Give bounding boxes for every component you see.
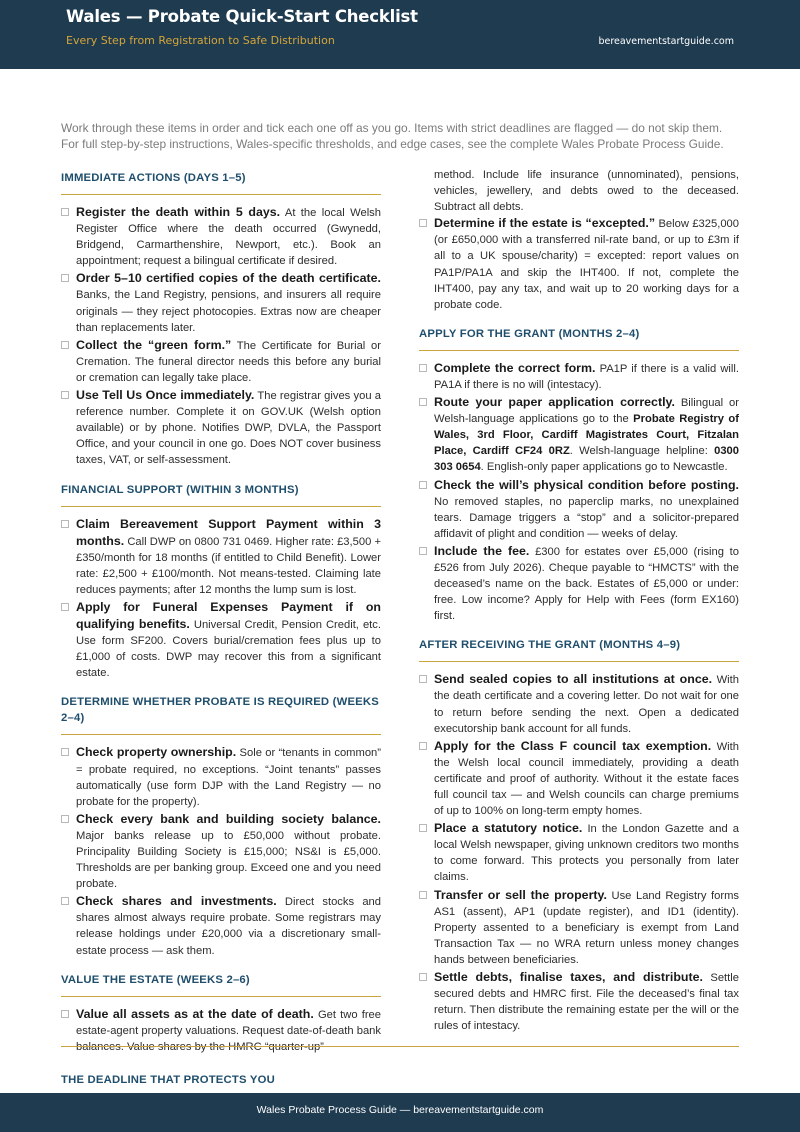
checklist-item (61, 893, 381, 958)
checklist-item (61, 516, 381, 598)
section-title-determine: DETERMINE WHETHER PROBATE IS REQUIRED (WEEKS 2–4) (61, 691, 381, 735)
item-text: Universal Credit, Pension Credit, etc. Use form SF200. Covers burial/cremation fees plus up to £1,000 of costs. DWP may recover this from a significant estate. (76, 619, 381, 680)
item-lead: Check property ownership. (76, 745, 237, 760)
item-text: At the local Welsh Register Office where the death occurred (Gwynedd, Bridgend, Carmarthenshire, Newport, etc.). Book an appointment; request a bilingual certificate if desired. (76, 207, 381, 268)
checklist-item (419, 738, 739, 819)
item-continuation: method. Include life insurance (unnominated), pensions, vehicles, jewellery, and debts owed to the deceased. Subtract all debts. (434, 169, 739, 214)
checkbox[interactable] (419, 824, 427, 832)
checkbox[interactable] (419, 481, 427, 489)
left-column (61, 167, 381, 1056)
checklist-item (419, 887, 739, 968)
section-title-apply: APPLY FOR THE GRANT (MONTHS 2–4) (419, 323, 739, 351)
item-text: The registrar gives you a reference number. Complete it on GOV.UK (Welsh option available) or by phone. Notifies DWP, DVLA, the Passport Office, and your council in one go. Does NOT cover business taxes, VAT, or self-assessment. (76, 390, 381, 467)
checkbox[interactable] (419, 364, 427, 372)
item-lead: Settle debts, finalise taxes, and distribute. (434, 970, 703, 985)
checklist-item (61, 811, 381, 892)
section-title-value: VALUE THE ESTATE (WEEKS 2–6) (61, 969, 381, 997)
item-lead: Collect the “green form.” (76, 337, 232, 352)
item-lead: Value all assets as at the date of death. (76, 1006, 314, 1021)
item-text: No removed staples, no paperclip marks, no unexplained tears. Damage triggers a “stop” and a solicitor-prepared affidavit of plight and condition — weeks of delay. (434, 495, 739, 540)
checklist-item (61, 204, 381, 269)
checklist-item (61, 387, 381, 468)
item-text: Major banks release up to £50,000 without probate. Principality Building Society is £15,000; NS&I is £5,000. Thresholds are per banking group. Exceed one and you need probate. (76, 829, 381, 891)
item-text: . Welsh-language helpline: (569, 445, 715, 458)
checkbox[interactable] (61, 815, 69, 823)
item-text: With the Welsh local council immediately, providing a death certificate and proof of authority. Without it the estate faces full council tax — and Welsh councils can charge premiums of up to 100% on long-term empty homes. (434, 740, 739, 818)
item-text: Direct stocks and shares almost always require probate. Some registrars may release holdings under £20,000 via a discretionary small-estate process — ask them. (76, 896, 381, 957)
checklist-item (61, 270, 381, 335)
checkbox[interactable] (61, 748, 69, 756)
item-lead: Place a statutory notice. (434, 821, 583, 836)
site-name: bereavementstartguide.com (598, 36, 734, 47)
checkbox[interactable] (61, 897, 69, 905)
checkbox[interactable] (61, 603, 69, 611)
item-text: In the London Gazette and a local Welsh newspaper, giving unknown creditors two months to come forward. This protects you personally from later claims. (434, 823, 739, 884)
section-title-deadline: THE DEADLINE THAT PROTECTS YOU (61, 1074, 275, 1086)
item-lead: Use Tell Us Once immediately. (76, 388, 255, 403)
item-lead: Register the death within 5 days. (76, 205, 281, 219)
item-text: The Certificate for Burial or Cremation. The funeral director needs this before any burial or cremation can legally take place. (76, 339, 381, 384)
checkbox[interactable] (61, 391, 69, 399)
item-lead: Transfer or sell the property. (434, 887, 607, 902)
checklist-item (61, 337, 381, 386)
checkbox[interactable] (419, 675, 427, 683)
checkbox[interactable] (419, 547, 427, 555)
checklist-item (419, 477, 739, 542)
item-lead: Check shares and investments. (76, 894, 277, 909)
item-text: Below £325,000 (or £650,000 with a transferred nil-rate band, or up to £3m if all to a UK spouse/charity) = excepted: report values on PA1P/PA1A and skip the IHT400. If not, complete the IHT400, pay any tax, and wait up to 20 working days for a probate code. (434, 218, 739, 311)
item-text: Banks, the Land Registry, pensions, and insurers all require originals — they reject photocopies. Extras now are cheaper than replacements later. (76, 289, 381, 334)
item-text: Bilingual or Welsh-language applications go to the (434, 397, 739, 426)
checklist-item (61, 599, 381, 681)
checklist-item (61, 1006, 381, 1055)
checklist-item (419, 543, 739, 624)
checklist-item (419, 394, 739, 475)
item-text: Use Land Registry forms AS1 (assent), AP1 (update register), and ID1 (identity). Property assented to a beneficiary is exempt from Land Transaction Tax — no WRA return unless money changes hands between beneficiaries. (434, 889, 739, 966)
section-title-after: AFTER RECEIVING THE GRANT (MONTHS 4–9) (419, 634, 739, 662)
section-title-financial: FINANCIAL SUPPORT (WITHIN 3 MONTHS) (61, 479, 381, 507)
item-text: Sole or “tenants in common” = probate required, no exceptions. “Joint tenants” passes automatically (use form DJP with the Land Registry — no probate for the property). (76, 747, 381, 808)
item-lead: Claim Bereavement Support Payment within 3 months. (76, 516, 381, 548)
intro-text: Work through these items in order and tick each one off as you go. Items with strict deadlines are flagged — do not skip them. For full step-by-step instructions, Wales-specific thresholds, and edge cases, see the complete Wales Probate Process Guide. (61, 121, 724, 151)
checklist-item (419, 360, 739, 393)
item-lead: Complete the correct form. (434, 360, 596, 375)
checklist-item (419, 820, 739, 885)
item-text: PA1P if there is a valid will. PA1A if there is no will (intestacy). (434, 362, 739, 391)
right-column (419, 167, 739, 1035)
checkbox[interactable] (419, 891, 427, 899)
checkbox[interactable] (61, 208, 69, 216)
item-lead: Check every bank and building society balance. (76, 811, 381, 826)
checklist-item (419, 671, 739, 736)
page-title: Wales — Probate Quick-Start Checklist (66, 7, 418, 26)
checkbox[interactable] (61, 520, 69, 528)
item-lead: Send sealed copies to all institutions at once. (434, 672, 713, 687)
item-text: Settle secured debts and HMRC first. File the deceased’s final tax return. Then distribute the remaining estate per the will or the rules of intestacy. (434, 972, 739, 1033)
checkbox[interactable] (61, 274, 69, 282)
helpline-number: 0300 303 0654 (434, 445, 739, 474)
item-lead: Determine if the estate is “excepted.” (434, 216, 656, 231)
checkbox[interactable] (419, 742, 427, 750)
item-lead: Apply for the Class F council tax exemption. (434, 738, 712, 753)
page-footer: Wales Probate Process Guide — bereavementstartguide.com (0, 1093, 800, 1132)
item-lead: Apply for Funeral Expenses Payment if on qualifying benefits. (76, 599, 381, 632)
item-text: Call DWP on 0800 731 0469. Higher rate: £3,500 + £350/month for 18 months (if entitled to Child Benefit). Lower rate: £2,500 + £100/month. Not means-tested. Claiming late reduces payments; after 12 months the lump sum is lost. (76, 535, 381, 596)
checklist-item (419, 215, 739, 313)
checkbox[interactable] (419, 973, 427, 981)
page-header (0, 0, 800, 69)
item-text: . English-only paper applications go to Newcastle. (480, 461, 728, 474)
item-lead: Include the fee. (434, 543, 530, 558)
registry-address: Probate Registry of Wales, 3rd Floor, Cardiff Magistrates Court, Fitzalan Place, Cardiff CF24 0RZ (434, 413, 739, 458)
item-text: £300 for estates over £5,000 (rising to £526 from July 2026). Cheque payable to “HMCTS” with the deceased’s name on the back. Estates of £5,000 or under: free. Low income? Apply for Help with Fees (form EX160) first. (434, 545, 740, 623)
item-text: With the death certificate and a covering letter. Do not wait for one to return before sending the next. Open a dedicated executorship bank account for all funds. (434, 674, 739, 735)
item-lead: Route your paper application correctly. (434, 395, 675, 410)
checkbox[interactable] (61, 1010, 69, 1018)
section-title-immediate: IMMEDIATE ACTIONS (DAYS 1–5) (61, 167, 381, 195)
item-lead: Check the will’s physical condition before posting. (434, 477, 739, 492)
item-lead: Order 5–10 certified copies of the death certificate. (76, 271, 381, 286)
item-text: Get two free estate-agent property valuations. Request date-of-death bank (76, 1008, 381, 1037)
checklist-item (61, 744, 381, 809)
checkbox[interactable] (419, 398, 427, 406)
checklist-item (419, 969, 739, 1034)
checkbox[interactable] (419, 219, 427, 227)
page-subtitle: Every Step from Registration to Safe Distribution (66, 34, 335, 47)
checkbox[interactable] (61, 341, 69, 349)
divider (61, 1046, 739, 1047)
